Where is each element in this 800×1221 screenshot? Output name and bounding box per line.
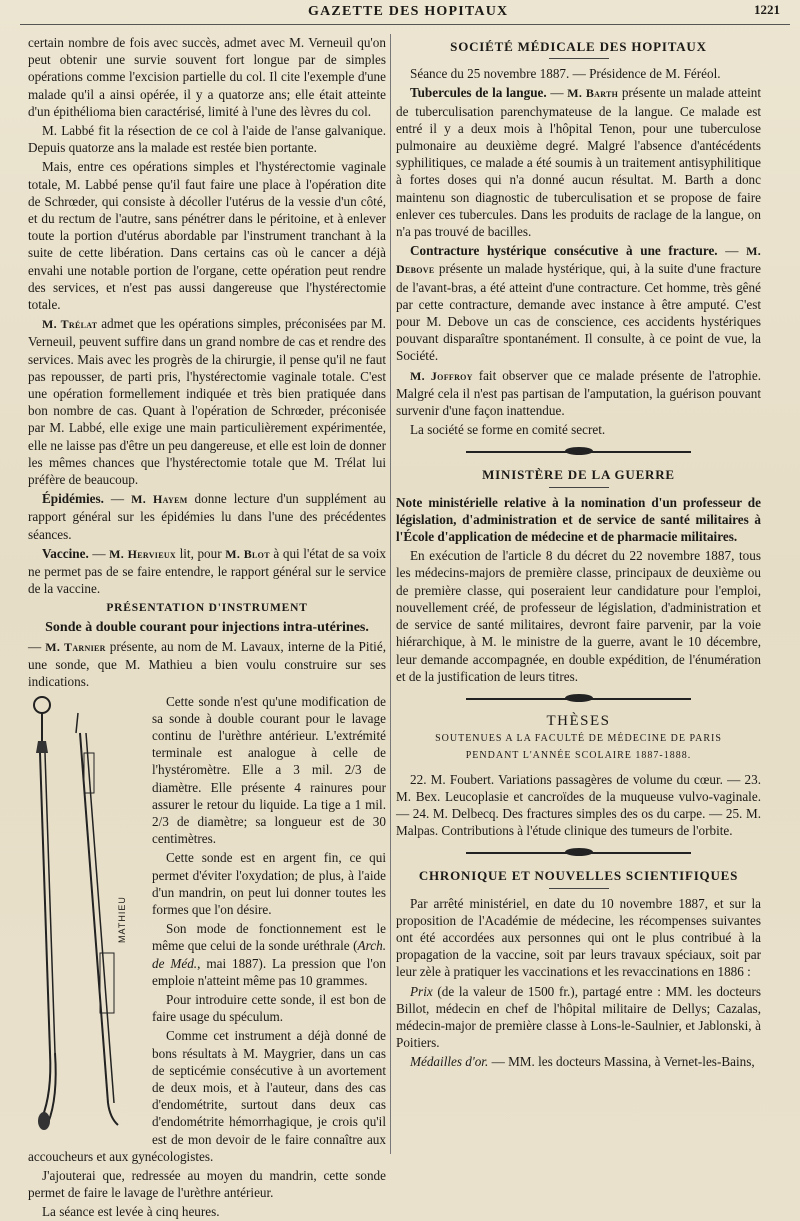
- paragraph: certain nombre de fois avec succès, admet avec M. Verneuil qu'on peut obtenir une survie souvent fort longue par de simples opérations comme l'excision partielle du col. Il cite l'exemple d'une malade qu'il a ainsi opérée, il y a quatorze ans; elle était atteinte d'un épithélioma bien caractérisé, limité à l'une des lèvres du col.: [28, 35, 386, 119]
- note-title: Note ministérielle relative à la nomination d'un professeur de législation, d'administration et de service de santé militaires à l'École d'application de médecine et de pharmacie militaires.: [396, 494, 761, 545]
- section-heading: PRÉSENTATION D'INSTRUMENT: [106, 601, 308, 614]
- left-column: [28, 34, 387, 1220]
- award-label: Médailles d'or.: [410, 1054, 489, 1070]
- paragraph-text: admet que les opérations simples, préconisées par M. Verneuil, peuvent suffire dans un grand nombre de cas et rendre des services. Mais avec les progrès de la chirurgie, il pense qu'il ne faut pas repousser, de parti pris, l'hystérectomie vaginale totale. C'est une opération formellement indiquée et très bien pratiquée dans bon nombre de cas. Quant à l'opération de Schrœder, préconisée par M. Labbé, elle exige une main particulièrement expérimentée, elle ne laisse pas d'être un peu dangereuse, et elle est loin de donner les mêmes chances que l'hystérectomie totale que M. Trélat lui préfère de beaucoup.: [28, 316, 386, 488]
- paragraph-text: (de la valeur de 1500 fr.), partagé entre : MM. les docteurs Billot, médecin en chef de l'hôpital militaire de Dellys; Cazalas, médecin-major de première classe à Lons-le-Saulnier, et Jablonski, à Poitiers.: [396, 983, 761, 1051]
- paragraph: Mais, entre ces opérations simples et l'hystérectomie vaginale totale, M. Labbé pense qu'il faut faire une place à l'opération dite de Schrœder, qui consiste à décoller l'utérus de la vessie d'un côté, et du rectum de l'autre, sans pénétrer dans le péritoine, et à enlever toute la portion d'utérus abordable par l'instrument tranchant à la suite de cette libération. Dans certains cas où le cancer a déjà envahi une notable portion de l'organe, cette opération peut rendre des services, et n'est pas aussi dangereuse que l'hystérectomie totale.: [28, 159, 386, 313]
- paragraph: Pour introduire cette sonde, il est bon de faire usage du spéculum.: [152, 991, 386, 1025]
- section-heading: SOCIÉTÉ MÉDICALE DES HOPITAUX: [450, 39, 707, 54]
- figure-maker-label: MATHIEU: [117, 895, 127, 943]
- topic-title: Tubercules de la langue.: [410, 85, 547, 101]
- paragraph: [28, 638, 386, 691]
- paragraph: La société se forme en comité secret.: [410, 422, 606, 438]
- paragraph-text: présente un malade atteint de tuberculisation parenchymateuse de la langue. Ce malade est entré il y a deux mois à l'hôpital Tenon, pour une tuberculose pulmonaire au deuxième degré. Malgré l'absence d'antécédents syphilitiques, ce malade a été soumis à un traitement antisyphilitique à fortes doses qui n'a donné aucun résultat. M. Barth a donc maintenu son diagnostic de tuberculisation et se propose de faire enlever ces tubercules. Dans les produits de raclage de la langue, on n'a pas trouvé de bacilles.: [396, 85, 761, 240]
- paragraph: [396, 84, 761, 240]
- paragraph: La séance est levée à cinq heures.: [42, 1204, 220, 1220]
- paragraph: En exécution de l'article 8 du décret du 22 novembre 1887, tous les médecins-majors de première classe, principaux de deuxième ou de première classe, qui poseraient leur candidature pour l'emploi, nouvellement créé, de professeur de législation, d'administration et de service de santé militaires, devront faire parvenir, par la voie hiérarchique, à M. le ministre de la guerre, avant le 10 décembre, leur demande accompagnée, en double expédition, de l'énumération et de la justification de leurs titres.: [396, 548, 761, 684]
- journal-reference: Arch. de Méd.: [152, 938, 386, 971]
- article-title: Sonde à double courant pour injections intra-utérines.: [45, 619, 369, 635]
- paragraph-text: , mai 1887). La pression que l'on emploie n'atteint même pas 10 grammes.: [152, 955, 386, 988]
- right-column: [396, 34, 761, 1158]
- award-label: Prix: [410, 983, 433, 999]
- speaker-name: M. Hervieux: [109, 546, 176, 561]
- paragraph: Cette sonde est en argent fin, ce qui permet d'éviter l'oxydation; de plus, à l'aide d'un mandrin, on peut lui donner toutes les formes que l'on désire.: [152, 850, 386, 917]
- session-line: Séance du 25 novembre 1887. — Présidence de M. Féréol.: [410, 66, 721, 82]
- paragraph: [28, 545, 386, 598]
- page-header: [20, 2, 790, 25]
- paragraph: Cette sonde n'est qu'une modification de sa sonde à double courant pour le lavage continu de l'urèthre antérieur. L'extrémité terminale est analogue à celle de l'hystéromètre. Elle a 3 mil. 2/3 de diamètre. Elle présente 4 rainures pour assurer le retour du liquide. La tige a 1 mil. 2/3 de diamètre; sa longueur est de 30 centimètres.: [152, 693, 386, 847]
- speaker-name: M. Debove: [396, 244, 762, 277]
- paragraph-text: présente un malade hystérique, qui, à la suite d'une fracture de l'avant-bras, a été atteint d'une contracture. Cet homme, très gêné par cette contracture, demande avec instance à être amputé. C'est pour M. Debove un cas de conscience, ces accidents hystériques pouvant disparaître spontanément. Il consulte, à ce point de vue, la Société.: [396, 261, 761, 364]
- paragraph: [28, 315, 386, 488]
- paragraph-text: donne lecture d'un supplément au rapport général sur les épidémies lu dans l'une des précédentes séances.: [28, 491, 386, 542]
- paragraph-text: — MM. les docteurs Massina, à Vernet-les-Bains,: [488, 1054, 755, 1070]
- paragraph: J'ajouterai que, redressée au moyen du mandrin, cette sonde permet de faire le lavage de l'urèthre antérieur.: [28, 1168, 386, 1201]
- dash: —: [103, 491, 132, 507]
- paragraph: [396, 242, 761, 364]
- dash: —: [546, 85, 568, 101]
- dash: —: [28, 638, 46, 654]
- paragraph-text: fait observer que ce malade présente de l'atrophie. Malgré cela il n'est pas partisan de l'amputation, la guérison pouvant survenir d'une façon inattendue.: [396, 367, 761, 419]
- paragraph-text: à qui l'état de sa voix ne permet pas de se faire entendre, le rapport général sur le service de la vaccine.: [28, 545, 387, 597]
- paragraph: M. Labbé fit la résection de ce col à l'aide de l'anse galvanique. Depuis quatorze ans la malade est restée bien portante.: [28, 123, 386, 156]
- dash: —: [717, 243, 747, 259]
- ornamental-divider: [396, 444, 761, 460]
- paragraph: [396, 983, 761, 1052]
- short-rule: [549, 58, 609, 59]
- running-head: GAZETTE DES HOPITAUX: [308, 4, 509, 19]
- column-divider: [390, 34, 391, 1154]
- speaker-name: M. Hayem: [131, 492, 188, 507]
- speaker-name: M. Barth: [567, 86, 619, 101]
- ornamental-divider: [396, 691, 761, 707]
- theses-year: 1887-1888.: [635, 750, 692, 762]
- short-rule: [549, 487, 609, 488]
- theses-sub-text: PENDANT L'ANNÉE SCOLAIRE: [465, 750, 636, 762]
- theses-subheading: [396, 747, 761, 764]
- paragraph: [396, 367, 761, 420]
- paragraph-text: présente, au nom de M. Lavaux, interne de la Pitié, une sonde, que M. Mathieu a bien voulu construire sur ses indications.: [28, 638, 386, 690]
- speaker-name: M. Tarnier: [45, 639, 106, 654]
- speaker-name: M. Joffroy: [410, 368, 473, 383]
- paragraph: Par arrêté ministériel, en date du 10 novembre 1887, et sur la proposition de l'Académie de médecine, les récompenses suivantes ont été accordées aux personnes qui ont le plus contribué à la propagation de la vaccine, soit par leurs travaux spéciaux, soit par leur zèle à pratiquer les vaccinations et les revaccinations en 1886 :: [396, 895, 761, 980]
- topic-title: Épidémies.: [42, 491, 104, 507]
- theses-list: 22. M. Foubert. Variations passagères de volume du cœur. — 23. M. Bex. Leucoplasie et cancroïdes de la muqueuse vulvo-vaginale. — 24. M. Delbecq. Des fractures simples des os du carpe. — 25. M. Malpas. Contributions à l'étude clinique des tumeurs de l'orbite.: [396, 771, 761, 839]
- paragraph: [396, 1053, 761, 1070]
- section-heading: MINISTÈRE DE LA GUERRE: [482, 467, 675, 483]
- section-heading: CHRONIQUE ET NOUVELLES SCIENTIFIQUES: [418, 868, 739, 884]
- ornamental-divider: [396, 845, 761, 861]
- theses-subheading: SOUTENUES A LA FACULTÉ DE MÉDECINE DE PARIS: [435, 733, 722, 745]
- speaker-name: M. Blot: [225, 546, 270, 561]
- paragraph-text: lit, pour: [176, 545, 226, 561]
- section-heading: THÈSES: [546, 712, 611, 729]
- speaker-name: M. Trélat: [42, 317, 98, 332]
- instrument-figure: [28, 693, 148, 1133]
- short-rule: [549, 888, 609, 889]
- paragraph: [28, 490, 386, 543]
- topic-title: Contracture hystérique consécutive à une fracture.: [410, 243, 718, 259]
- topic-title: Vaccine.: [42, 545, 89, 561]
- paragraph: Comme cet instrument a déjà donné de bons résultats à M. Maygrier, dans un cas de septicémie consécutive à un avortement de deux mois, et à l'auteur, dans des cas d'endométrite, surtout dans deux cas d'endométrite hémorrhagique, je crois qu'il est de mon devoir de le faire connaître aux accoucheurs et aux gynécologistes.: [28, 1028, 386, 1164]
- dash: —: [88, 545, 110, 561]
- paragraph-text: Son mode de fonctionnement est le même que celui de la sonde uréthrale (: [152, 921, 386, 954]
- page-number: 1221: [754, 2, 780, 17]
